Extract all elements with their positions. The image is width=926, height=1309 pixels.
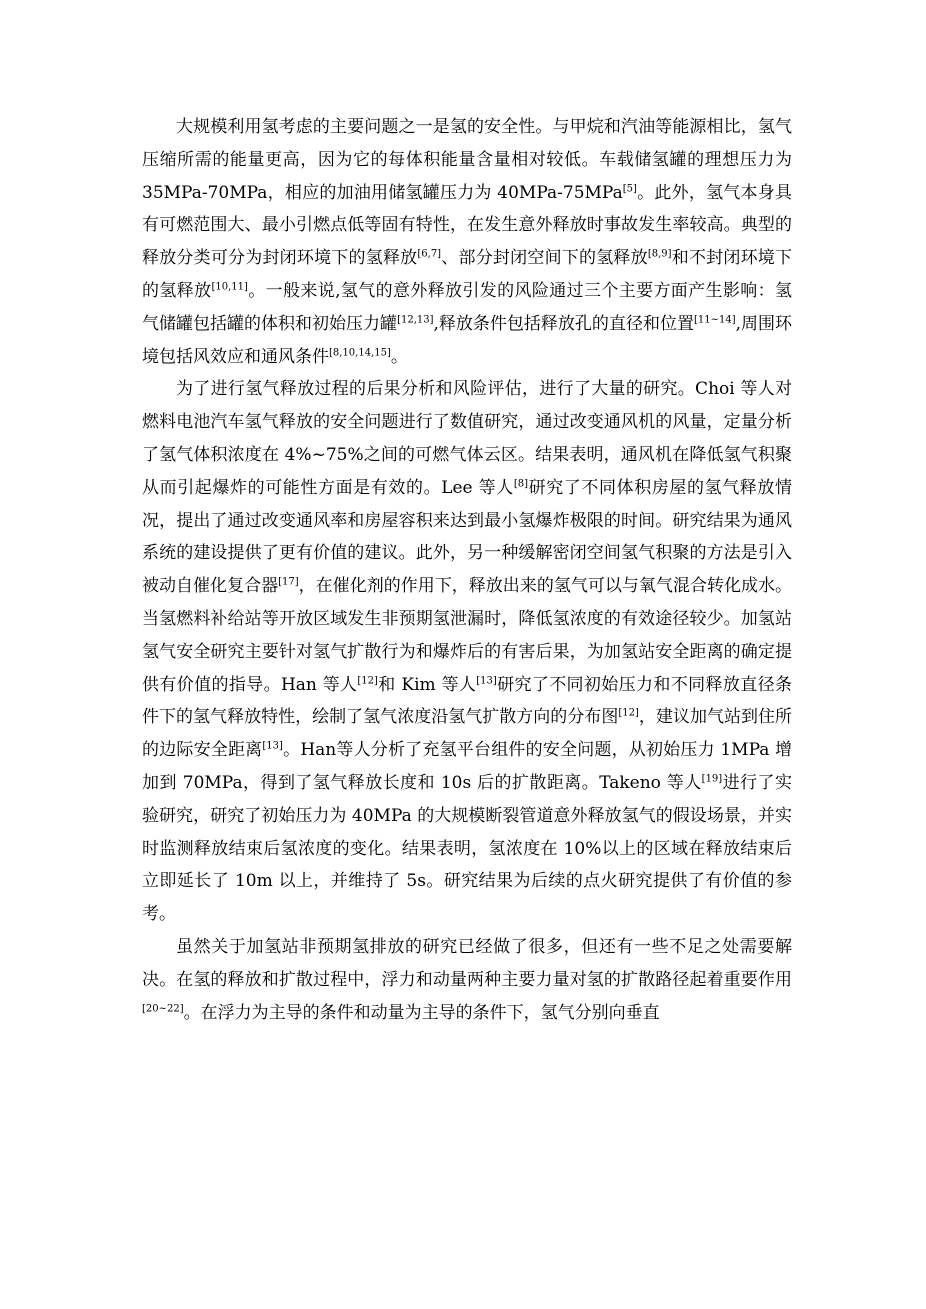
paragraph-3 xyxy=(142,931,792,1029)
text-run: 大规模利用氢考虑的主要问题之一是氢的安全性。与甲烷和汽油等能源相比，氢气压缩所需的能量更高，因为它的每体积能量含量相对较低。车载储氢罐的理想压力为 35MPa-70MPa，相应的加油用储氢罐压力为 40MPa-75MPa xyxy=(142,117,792,203)
citation-ref: [10,11] xyxy=(211,281,248,293)
citation-ref: [17] xyxy=(278,576,299,588)
text-run: ,释放条件包括释放孔的直径和位置 xyxy=(433,313,694,334)
citation-ref: [12] xyxy=(618,707,639,719)
citation-ref: [6,7] xyxy=(417,248,442,260)
paragraph-2 xyxy=(142,373,792,931)
text-run: 为了进行氢气释放过程的后果分析和风险评估，进行了大量的研究。Choi 等人对燃料电池汽车氢气释放的安全问题进行了数值研究，通过改变通风机的风量，定量分析了氢气体积浓度在 4%~75%之间的可燃气体云区。结果表明，通风机在降低氢气积聚从而引起爆炸的可能性方面是有效的。Lee 等人 xyxy=(142,379,792,498)
text-run: 。在浮力为主导的条件和动量为主导的条件下，氢气分别向垂直 xyxy=(183,1002,660,1023)
citation-ref: [13] xyxy=(262,740,283,752)
text-run: 虽然关于加氢站非预期氢排放的研究已经做了很多，但还有一些不足之处需要解决。在氢的释放和扩散过程中，浮力和动量两种主要力量对氢的扩散路径起着重要作用 xyxy=(142,936,792,990)
text-run: ,周围环境包括风效应和通风条件 xyxy=(142,313,793,367)
citation-ref: [19] xyxy=(701,773,723,785)
citation-ref: [11~14] xyxy=(693,314,736,326)
text-run: 研究了不同体积房屋的氢气释放情况，提出了通过改变通风率和房屋容积来达到最小氢爆炸极限的时间。研究结果为通风系统的建设提供了更有价值的建议。此外，另一种缓解密闭空间氢气积聚的方法是引入被动自催化复合器 xyxy=(142,477,792,597)
text-run: 。此外，氢气本身具有可燃范围大、最小引燃点低等固有特性，在发生意外释放时事故发生率较高。典型的释放分类可分为封闭环境下的氢释放 xyxy=(142,182,792,269)
paragraph-1 xyxy=(142,111,792,373)
citation-ref: [8] xyxy=(513,478,528,490)
citation-ref: [12,13] xyxy=(397,314,434,326)
citation-ref: [5] xyxy=(622,182,637,194)
text-run: ，在催化剂的作用下，释放出来的氢气可以与氧气混合转化成水。当氢燃料补给站等开放区域发生非预期氢泄漏时，降低氢浓度的有效途径较少。加氢站氢气安全研究主要针对氢气扩散行为和爆炸后的有害后果，为加氢站安全距离的确定提供有价值的指导。Han 等人 xyxy=(142,576,793,695)
citation-ref: [12] xyxy=(357,674,378,686)
text-run: 进行了实验研究，研究了初始压力为 40MPa 的大规模断裂管道意外释放氢气的假设场景，并实时监测释放结束后氢浓度的变化。结果表明，氢浓度在 10%以上的区域在释放结束后立即延长了 10m 以上，并维持了 5s。研究结果为后续的点火研究提供了有价值的参考。 xyxy=(142,772,793,925)
text-run: 、部分封闭空间下的氢释放 xyxy=(441,248,648,269)
citation-ref: [13] xyxy=(476,674,497,686)
text-run: 和不封闭环境下的氢释放 xyxy=(142,248,793,301)
citation-ref: [8,9] xyxy=(647,248,672,260)
text-run: 。一般来说,氢气的意外释放引发的风险通过三个主要方面产生影响：氢气储罐包括罐的体积和初始压力罐 xyxy=(142,280,793,334)
text-run: 。Han等人分析了充氢平台组件的安全问题，从初始压力 1MPa 增加到 70MPa，得到了氢气释放长度和 10s 后的扩散距离。Takeno 等人 xyxy=(142,740,793,793)
text-run: ，建议加气站到住所的边际安全距离 xyxy=(142,707,793,761)
text-run: 和 Kim 等人 xyxy=(377,674,477,695)
citation-ref: [8,10,14,15] xyxy=(329,346,391,358)
text-run: 研究了不同初始压力和不同释放直径条件下的氢气释放特性，绘制了氢气浓度沿氢气扩散方向的分布图 xyxy=(142,674,792,728)
body-text xyxy=(142,111,792,1029)
text-run: 。 xyxy=(390,346,408,367)
citation-ref: [20~22] xyxy=(142,1002,184,1014)
